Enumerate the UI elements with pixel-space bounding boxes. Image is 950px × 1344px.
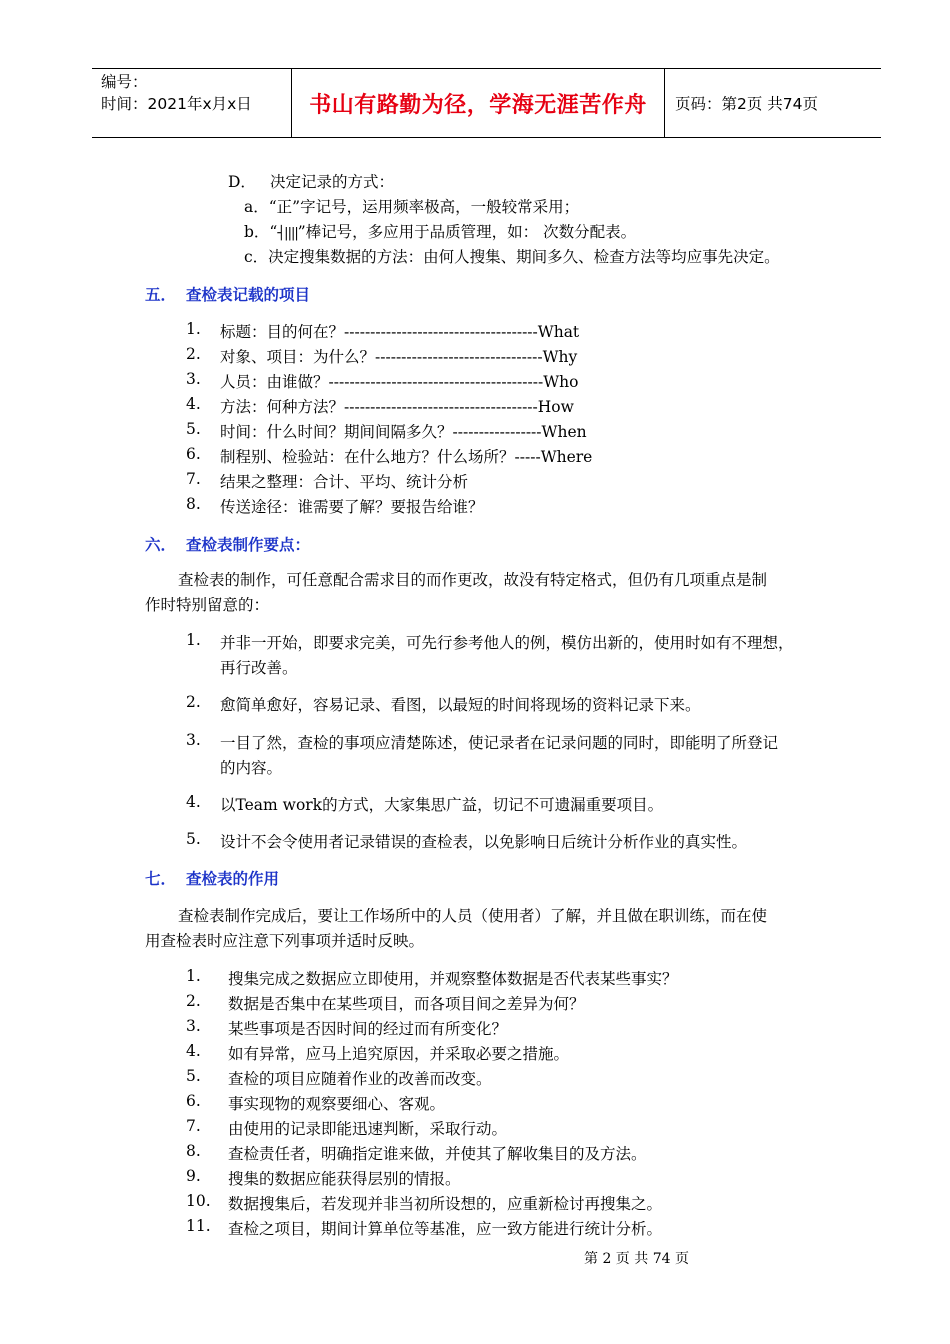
list-item-text: 数据搜集后，若发现并非当初所设想的，应重新检讨再搜集之。 <box>228 1195 663 1213</box>
list-item-number: 4. <box>186 793 201 811</box>
section-7-title: 查检表的作用 <box>186 870 280 888</box>
list-item-text: 以Team work的方式，大家集思广益，切记不可遗漏重要项目。 <box>220 796 664 814</box>
list-item-number: 3. <box>186 731 201 749</box>
header-motto: 书山有路勤为径，学海无涯苦作舟 <box>292 69 665 137</box>
page-footer: 第 2 页 共 74 页 <box>584 1251 689 1267</box>
list-item-number: 3. <box>186 1017 201 1035</box>
section-d-item-c: c．决定搜集数据的方法：由何人搜集、期间多久、检查方法等均应事先决定。 <box>244 248 780 266</box>
list-item-number: 10. <box>186 1192 211 1210</box>
list-item-number: 8. <box>186 1142 201 1160</box>
header-meta <box>92 69 292 137</box>
section-6-intro-line1: 查检表的制作，可任意配合需求目的而作更改，故没有特定格式，但仍有几项重点是制 <box>178 571 768 589</box>
time-label: 时间：2021年x月x日 <box>101 95 252 113</box>
page-header <box>92 68 881 138</box>
list-item-number: 6. <box>186 445 201 463</box>
header-page-info: 页码：第2页 共74页 <box>675 95 819 113</box>
tally-mark-icon: ┤|||| <box>277 226 298 241</box>
list-item-text: 由使用的记录即能迅速判断，采取行动。 <box>228 1120 508 1138</box>
section-d-item-b-rest: ”棒记号，多应用于品质管理，如： 次数分配表。 <box>297 223 637 241</box>
section-7-heading <box>145 867 279 889</box>
list-item-text: 对象、项目：为什么？--------------------------------Why <box>220 348 578 366</box>
section-7-intro-line1: 查检表制作完成后，要让工作场所中的人员（使用者）了解，并且做在职训练，而在使 <box>178 907 768 925</box>
list-item-number: 9. <box>186 1167 201 1185</box>
list-item-number: 4. <box>186 1042 201 1060</box>
list-item-text: 一目了然，查检的事项应清楚陈述，使记录者在记录问题的同时，即能明了所登记 <box>220 734 779 752</box>
list-item-number: 8. <box>186 495 201 513</box>
section-6-number: 六． <box>145 536 177 554</box>
list-item-text: 数据是否集中在某些项目，而各项目间之差异为何？ <box>228 995 585 1013</box>
section-5-title: 查检表记载的项目 <box>186 286 311 304</box>
list-item-number: 7. <box>186 1117 201 1135</box>
list-item-text: 并非一开始，即要求完美，可先行参考他人的例，模仿出新的，使用时如有不理想， <box>220 634 794 652</box>
section-5-number: 五． <box>145 286 177 304</box>
section-d-item-b-start: b．“ <box>244 223 278 241</box>
list-item-number: 2. <box>186 693 201 711</box>
list-item-text: 搜集的数据应能获得层别的情报。 <box>228 1170 461 1188</box>
section-5-heading <box>145 283 310 305</box>
list-item-continuation: 的内容。 <box>220 759 283 777</box>
list-item-number: 3. <box>186 370 201 388</box>
list-item-text: 愈简单愈好，容易记录、看图，以最短的时间将现场的资料记录下来。 <box>220 696 701 714</box>
list-item-number: 6. <box>186 1092 201 1110</box>
list-item-text: 标题：目的何在？-------------------------------------What <box>220 323 580 341</box>
list-item-text: 如有异常，应马上追究原因，并采取必要之措施。 <box>228 1045 570 1063</box>
section-6-title: 查检表制作要点： <box>186 536 311 554</box>
list-item-text: 结果之整理：合计、平均、统计分析 <box>220 473 469 491</box>
section-d-item-a: a．“正”字记号，运用频率极高，一般较常采用； <box>244 198 580 216</box>
list-item-number: 2. <box>186 992 201 1010</box>
section-d-title: 决定记录的方式： <box>269 173 394 191</box>
section-6-intro-line2: 作时特别留意的： <box>145 596 270 614</box>
list-item-text: 时间：什么时间？期间间隔多久？-----------------When <box>220 423 587 441</box>
section-d-item-b <box>244 220 636 242</box>
list-item-number: 7. <box>186 470 201 488</box>
list-item-number: 5. <box>186 1067 201 1085</box>
list-item-text: 设计不会令使用者记录错误的查检表，以免影响日后统计分析作业的真实性。 <box>220 833 748 851</box>
list-item-text: 人员：由谁做？-----------------------------------------Who <box>220 373 579 391</box>
serial-label: 编号： <box>101 73 148 91</box>
list-item-number: 5. <box>186 420 201 438</box>
list-item-text: 搜集完成之数据应立即使用，并观察整体数据是否代表某些事实？ <box>228 970 678 988</box>
section-7-number: 七． <box>145 870 177 888</box>
section-6-heading <box>145 533 310 555</box>
list-item-number: 4. <box>186 395 201 413</box>
list-item-text: 制程别、检验站：在什么地方？什么场所？-----Where <box>220 448 593 466</box>
list-item-continuation: 再行改善。 <box>220 659 298 677</box>
list-item-number: 11. <box>186 1217 211 1235</box>
list-item-text: 传送途径：谁需要了解？要报告给谁？ <box>220 498 484 516</box>
list-item-text: 方法：何种方法？-------------------------------------How <box>220 398 574 416</box>
list-item-number: 1. <box>186 631 201 649</box>
list-item-number: 2. <box>186 345 201 363</box>
list-item-text: 某些事项是否因时间的经过而有所变化？ <box>228 1020 508 1038</box>
list-item-number: 1. <box>186 320 201 338</box>
list-item-text: 查检之项目，期间计算单位等基准，应一致方能进行统计分析。 <box>228 1220 663 1238</box>
section-7-intro-line2: 用查检表时应注意下列事项并适时反映。 <box>145 932 425 950</box>
list-item-number: 1. <box>186 967 201 985</box>
list-item-number: 5. <box>186 830 201 848</box>
section-d-label: D． <box>228 173 256 191</box>
list-item-text: 查检的项目应随着作业的改善而改变。 <box>228 1070 492 1088</box>
list-item-text: 事实现物的观察要细心、客观。 <box>228 1095 446 1113</box>
section-d-heading <box>228 170 394 192</box>
list-item-text: 查检责任者，明确指定谁来做，并使其了解收集目的及方法。 <box>228 1145 647 1163</box>
